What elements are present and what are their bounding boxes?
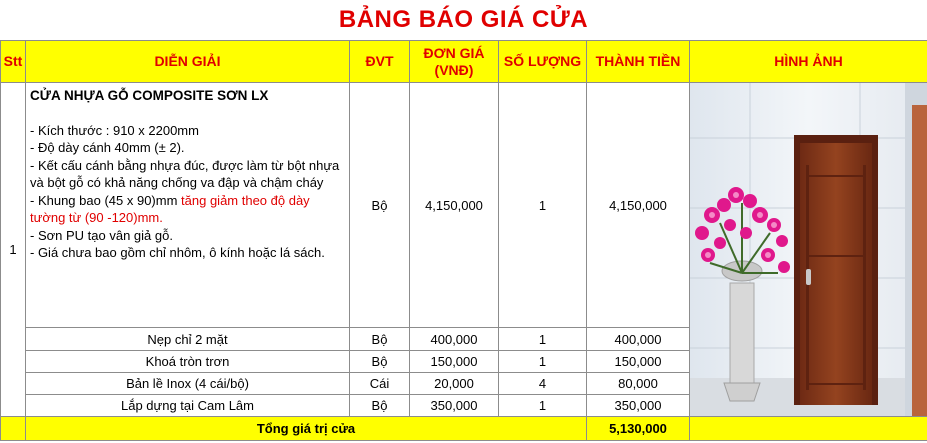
header-don-gia — [410, 41, 499, 83]
cell-sub-so-luong: 1 — [499, 394, 587, 416]
spec-line-size: - Kích thước : 910 x 2200mm — [30, 122, 199, 138]
cell-sub-dvt: Bộ — [350, 350, 410, 372]
cell-sub-dvt: Cái — [350, 372, 410, 394]
cell-sub-don-gia: 20,000 — [410, 372, 499, 394]
cell-sub-so-luong: 1 — [499, 328, 587, 350]
spec-line-frame — [30, 192, 345, 227]
cell-sub-name: Nẹp chỉ 2 mặt — [26, 328, 350, 350]
spec-line-thickness: - Độ dày cánh 40mm (± 2). — [30, 140, 185, 155]
door-photo — [690, 83, 927, 416]
cell-sub-thanh-tien: 150,000 — [587, 350, 690, 372]
total-label: Tổng giá trị cửa — [26, 417, 587, 441]
spec-line-structure: - Kết cấu cánh bằng nhựa đúc, được làm từ bột nhựa và bột gỗ có khả năng chống va đập và chậm cháy — [30, 157, 340, 190]
cell-sub-name: Bản lề Inox (4 cái/bộ) — [26, 372, 350, 394]
cell-dvt: Bộ — [350, 83, 410, 328]
header-dien-giai: DIỄN GIẢI — [26, 41, 350, 83]
header-thanh-tien: THÀNH TIỀN — [587, 41, 690, 83]
header-don-gia-line1: ĐƠN GIÁ — [423, 44, 485, 61]
table-row-main-item — [1, 83, 927, 328]
cell-sub-dvt: Bộ — [350, 328, 410, 350]
cell-sub-thanh-tien: 350,000 — [587, 394, 690, 416]
spec-frame-text: - Khung bao (45 x 90)mm — [30, 192, 182, 208]
total-image-spacer — [690, 417, 927, 441]
cell-sub-don-gia: 400,000 — [410, 328, 499, 350]
total-value: 5,130,000 — [587, 417, 690, 441]
cell-sub-dvt: Bộ — [350, 394, 410, 416]
cell-sub-so-luong: 1 — [499, 350, 587, 372]
cell-sub-don-gia: 350,000 — [410, 394, 499, 416]
cell-sub-thanh-tien: 400,000 — [587, 328, 690, 350]
spec-line-note: - Giá chưa bao gồm chỉ nhôm, ô kính hoặc lá sách. — [30, 245, 325, 260]
header-so-luong: SỐ LƯỢNG — [499, 41, 587, 83]
cell-don-gia: 4,150,000 — [410, 83, 499, 328]
quote-table — [0, 40, 927, 441]
spec-line-paint: - Sơn PU tạo vân giả gỗ. — [30, 227, 173, 243]
cell-description — [26, 83, 350, 328]
header-hinh-anh: HÌNH ẢNH — [690, 41, 927, 83]
cell-sub-so-luong: 4 — [499, 372, 587, 394]
header-stt: Stt — [1, 41, 26, 83]
total-row — [1, 417, 927, 441]
header-dvt: ĐVT — [350, 41, 410, 83]
cell-thanh-tien: 4,150,000 — [587, 83, 690, 328]
cell-sub-name: Khoá tròn trơn — [26, 350, 350, 372]
cell-stt: 1 — [1, 83, 26, 417]
spec-frame-highlight: tăng giảm theo độ dày tường từ (90 -120)mm. — [30, 192, 310, 225]
page-title: BẢNG BÁO GIÁ CỬA — [338, 6, 589, 33]
header-row — [1, 41, 927, 83]
header-don-gia-line2: (VNĐ) — [434, 61, 474, 78]
cell-sub-don-gia: 150,000 — [410, 350, 499, 372]
product-name: CỬA NHỰA GỖ COMPOSITE SƠN LX — [30, 88, 269, 103]
cell-sub-thanh-tien: 80,000 — [587, 372, 690, 394]
total-spacer — [1, 417, 26, 441]
cell-sub-name: Lắp dựng tại Cam Lâm — [26, 394, 350, 416]
product-image-cell — [690, 83, 927, 417]
cell-so-luong: 1 — [499, 83, 587, 328]
